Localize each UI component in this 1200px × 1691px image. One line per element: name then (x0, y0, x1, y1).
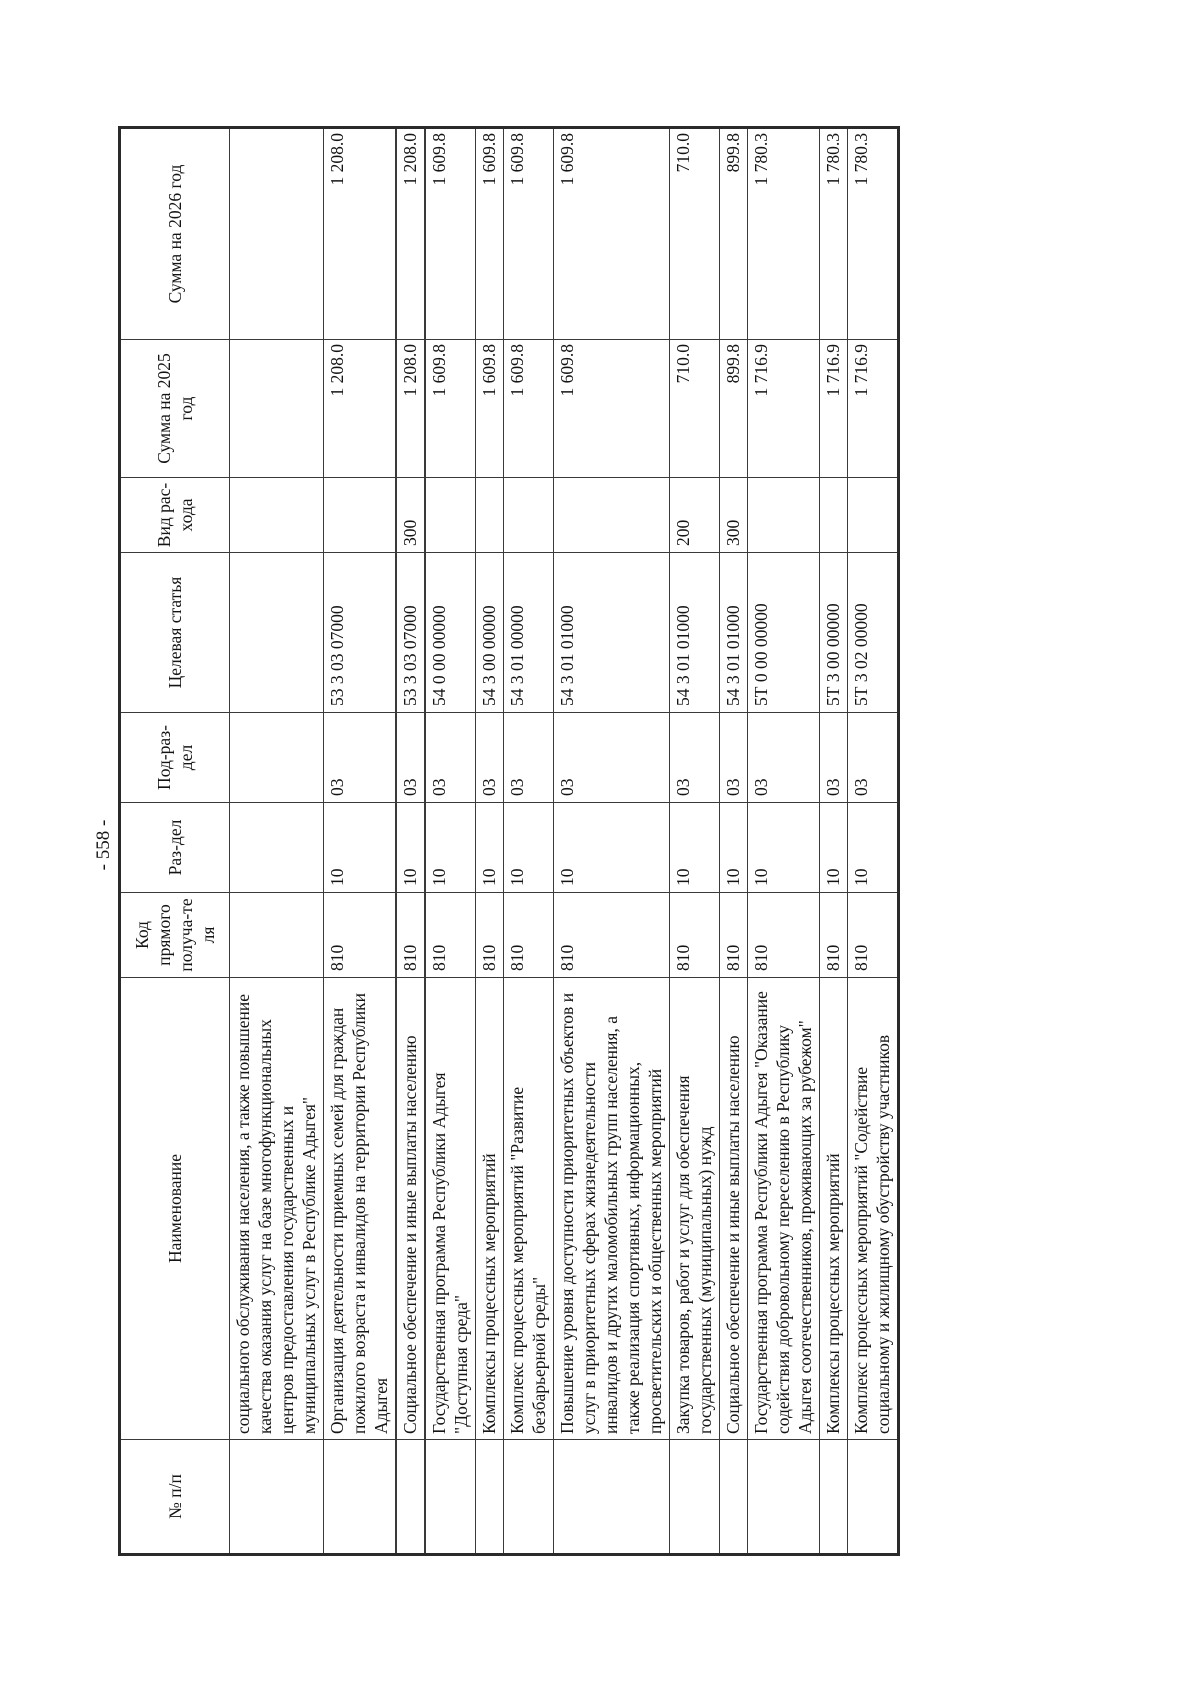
cell-sum-2025: 1 609.8 (425, 340, 476, 478)
cell-target-article: 54 3 01 01000 (554, 553, 670, 713)
cell-recipient-code: 810 (720, 893, 748, 978)
cell-num (554, 1440, 670, 1555)
cell-name: Социальное обеспечение и иные выплаты населению (720, 978, 748, 1440)
cell-expense-type: 200 (670, 478, 720, 553)
cell-sum-2025: 899.8 (720, 340, 748, 478)
cell-num (504, 1440, 554, 1555)
cell-subsection: 03 (670, 713, 720, 803)
cell-subsection: 03 (848, 713, 899, 803)
cell-subsection: 03 (748, 713, 820, 803)
cell-name: Закупка товаров, работ и услуг для обеспечения государственных (муниципальных) нужд (670, 978, 720, 1440)
cell-expense-type: 300 (720, 478, 748, 553)
cell-name: Комплекс процессных мероприятий "Содействие социальному и жилищному обустройству участников (848, 978, 899, 1440)
cell-section: 10 (554, 803, 670, 893)
cell-section: 10 (670, 803, 720, 893)
table-row (848, 128, 899, 1555)
cell-recipient-code: 810 (476, 893, 504, 978)
cell-num (324, 1440, 397, 1555)
table-row (504, 128, 554, 1555)
cell-subsection: 03 (820, 713, 848, 803)
cell-name: социального обслуживания населения, а также повышение качества оказания услуг на базе многофункциональных центров предоставления государственных и муниципальных услуг в Республике Адыгея" (230, 978, 324, 1440)
page-number: - 558 - (93, 819, 114, 871)
cell-sum-2025: 1 609.8 (504, 340, 554, 478)
cell-sum-2026: 1 609.8 (554, 128, 670, 340)
cell-target-article: 54 0 00 00000 (425, 553, 476, 713)
cell-name: Социальное обеспечение и иные выплаты населению (396, 978, 425, 1440)
cell-sum-2026: 1 609.8 (476, 128, 504, 340)
cell-target-article: 53 3 03 07000 (324, 553, 397, 713)
cell-section (230, 803, 324, 893)
cell-sum-2025 (230, 340, 324, 478)
table-row (230, 128, 324, 1555)
cell-sum-2025: 1 609.8 (554, 340, 670, 478)
cell-num (748, 1440, 820, 1555)
cell-recipient-code: 810 (848, 893, 899, 978)
cell-section: 10 (748, 803, 820, 893)
cell-name: Комплекс процессных мероприятий "Развитие безбарьерной среды" (504, 978, 554, 1440)
cell-target-article: 5Т 0 00 00000 (748, 553, 820, 713)
cell-recipient-code: 810 (504, 893, 554, 978)
cell-sum-2025: 1 609.8 (476, 340, 504, 478)
cell-name: Государственная программа Республики Адыгея "Доступная среда" (425, 978, 476, 1440)
cell-target-article (230, 553, 324, 713)
cell-sum-2026 (230, 128, 324, 340)
cell-num (848, 1440, 899, 1555)
cell-expense-type (504, 478, 554, 553)
cell-sum-2025: 710.0 (670, 340, 720, 478)
cell-expense-type (554, 478, 670, 553)
cell-subsection: 03 (324, 713, 397, 803)
table-header-row (120, 128, 230, 1555)
header-section: Раз-дел (120, 803, 230, 893)
cell-num (230, 1440, 324, 1555)
table-row (425, 128, 476, 1555)
cell-target-article: 54 3 00 00000 (476, 553, 504, 713)
cell-sum-2025: 1 716.9 (820, 340, 848, 478)
header-num: № п/п (120, 1440, 230, 1555)
cell-name: Государственная программа Республики Адыгея "Оказание содействия добровольному переселению в Республику Адыгея соотечественников, проживающих за рубежом" (748, 978, 820, 1440)
table-row (476, 128, 504, 1555)
header-expense-type: Вид рас-хода (120, 478, 230, 553)
table-row (396, 128, 425, 1555)
table-row (820, 128, 848, 1555)
cell-target-article: 53 3 03 07000 (396, 553, 425, 713)
table-row (720, 128, 748, 1555)
cell-num (396, 1440, 425, 1555)
cell-subsection (230, 713, 324, 803)
budget-table-container (118, 129, 998, 1556)
cell-expense-type (230, 478, 324, 553)
cell-recipient-code: 810 (324, 893, 397, 978)
cell-subsection: 03 (504, 713, 554, 803)
cell-name: Комплексы процессных мероприятий (476, 978, 504, 1440)
cell-sum-2026: 1 609.8 (504, 128, 554, 340)
cell-target-article: 5Т 3 00 00000 (820, 553, 848, 713)
cell-expense-type (425, 478, 476, 553)
cell-subsection: 03 (425, 713, 476, 803)
cell-name: Повышение уровня доступности приоритетных объектов и услуг в приоритетных сферах жизнедеятельности инвалидов и других маломобильных групп населения, а также реализация спортивных, информационных, просветительских и общественных мероприятий (554, 978, 670, 1440)
cell-section: 10 (820, 803, 848, 893)
cell-expense-type (848, 478, 899, 553)
cell-sum-2025: 1 208.0 (396, 340, 425, 478)
cell-target-article: 54 3 01 00000 (504, 553, 554, 713)
cell-num (720, 1440, 748, 1555)
cell-name: Организация деятельности приемных семей для граждан пожилого возраста и инвалидов на территории Республики Адыгея (324, 978, 397, 1440)
cell-target-article: 54 3 01 01000 (720, 553, 748, 713)
header-recipient-code: Код прямого получа-те ля (120, 893, 230, 978)
cell-section: 10 (504, 803, 554, 893)
cell-num (820, 1440, 848, 1555)
cell-section: 10 (396, 803, 425, 893)
cell-sum-2026: 710.0 (670, 128, 720, 340)
header-sum-2025: Сумма на 2025 год (120, 340, 230, 478)
table-body (230, 128, 899, 1555)
cell-num (476, 1440, 504, 1555)
cell-section: 10 (720, 803, 748, 893)
header-subsection: Под-раз-дел (120, 713, 230, 803)
cell-sum-2025: 1 208.0 (324, 340, 397, 478)
cell-sum-2026: 1 780.3 (820, 128, 848, 340)
cell-recipient-code: 810 (748, 893, 820, 978)
cell-sum-2025: 1 716.9 (848, 340, 899, 478)
cell-section: 10 (848, 803, 899, 893)
header-sum-2026: Сумма на 2026 год (120, 128, 230, 340)
cell-num (670, 1440, 720, 1555)
cell-subsection: 03 (554, 713, 670, 803)
header-name: Наименование (120, 978, 230, 1440)
cell-recipient-code: 810 (425, 893, 476, 978)
cell-sum-2026: 1 780.3 (848, 128, 899, 340)
cell-num (425, 1440, 476, 1555)
cell-section: 10 (324, 803, 397, 893)
cell-recipient-code: 810 (820, 893, 848, 978)
cell-target-article: 5Т 3 02 00000 (848, 553, 899, 713)
cell-subsection: 03 (720, 713, 748, 803)
cell-section: 10 (425, 803, 476, 893)
cell-sum-2026: 1 780.3 (748, 128, 820, 340)
cell-name: Комплексы процессных мероприятий (820, 978, 848, 1440)
table-row (554, 128, 670, 1555)
cell-expense-type (324, 478, 397, 553)
cell-recipient-code: 810 (670, 893, 720, 978)
cell-sum-2026: 1 609.8 (425, 128, 476, 340)
cell-sum-2026: 1 208.0 (396, 128, 425, 340)
cell-sum-2026: 899.8 (720, 128, 748, 340)
header-target-article: Целевая статья (120, 553, 230, 713)
cell-subsection: 03 (396, 713, 425, 803)
cell-section: 10 (476, 803, 504, 893)
cell-expense-type: 300 (396, 478, 425, 553)
budget-table (118, 126, 900, 1556)
cell-recipient-code: 810 (554, 893, 670, 978)
cell-expense-type (748, 478, 820, 553)
cell-target-article: 54 3 01 01000 (670, 553, 720, 713)
cell-recipient-code: 810 (396, 893, 425, 978)
table-row (748, 128, 820, 1555)
cell-recipient-code (230, 893, 324, 978)
cell-expense-type (820, 478, 848, 553)
cell-sum-2026: 1 208.0 (324, 128, 397, 340)
table-row (324, 128, 397, 1555)
cell-subsection: 03 (476, 713, 504, 803)
cell-sum-2025: 1 716.9 (748, 340, 820, 478)
cell-expense-type (476, 478, 504, 553)
table-row (670, 128, 720, 1555)
